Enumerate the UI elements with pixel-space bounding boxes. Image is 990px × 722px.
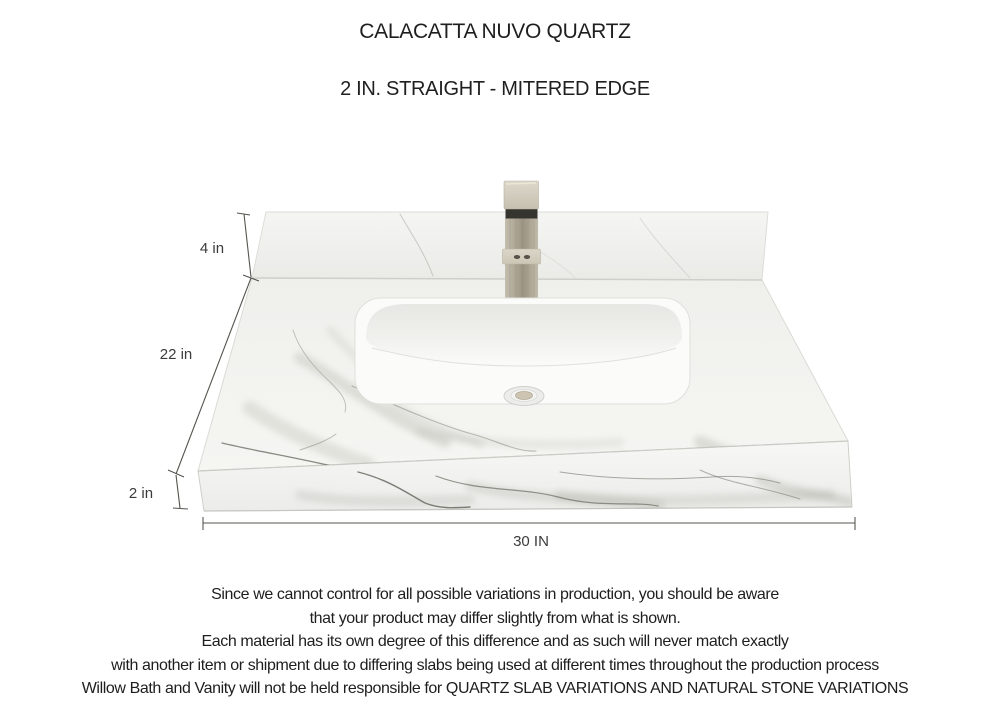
faucet-handle bbox=[504, 181, 539, 209]
edge-thickness-label: 2 in bbox=[128, 485, 154, 502]
depth-label: 22 in bbox=[159, 346, 193, 363]
dimension-2in-tick-bottom bbox=[173, 508, 188, 509]
disclaimer-text bbox=[0, 583, 990, 701]
width-label: 30 IN bbox=[513, 533, 549, 550]
edge-profile-subtitle: 2 IN. STRAIGHT - MITERED EDGE bbox=[340, 78, 650, 100]
disclaimer-line: with another item or shipment due to differing slabs being used at different times throughout the production process bbox=[111, 656, 879, 674]
disclaimer-line: that your product may differ slightly from what is shown. bbox=[309, 609, 681, 627]
faucet-handle-highlight bbox=[506, 183, 536, 184]
sink-drain bbox=[504, 387, 544, 406]
product-title: CALACATTA NUVO QUARTZ bbox=[359, 20, 631, 43]
faucet bbox=[503, 181, 541, 301]
disclaimer-line: Each material has its own degree of this difference and as such will never match exactly bbox=[201, 633, 789, 650]
faucet-aerator-hole bbox=[514, 255, 520, 259]
faucet-spout-collar bbox=[503, 249, 541, 264]
dimension-4in-line bbox=[244, 214, 251, 277]
faucet-aerator-hole-2 bbox=[524, 255, 530, 259]
disclaimer-line: Since we cannot control for all possible variations in production, you should be aware bbox=[211, 586, 779, 603]
backsplash-height-label: 4 in bbox=[199, 240, 225, 257]
dimension-4in-tick-top bbox=[237, 213, 250, 215]
dimension-2in-line bbox=[176, 475, 180, 508]
faucet-handle-slot bbox=[506, 209, 538, 219]
disclaimer-line: Willow Bath and Vanity will not be held responsible for QUARTZ SLAB VARIATIONS AND NATURAL STONE VARIATIONS bbox=[81, 680, 909, 697]
sink-basin bbox=[355, 298, 690, 406]
